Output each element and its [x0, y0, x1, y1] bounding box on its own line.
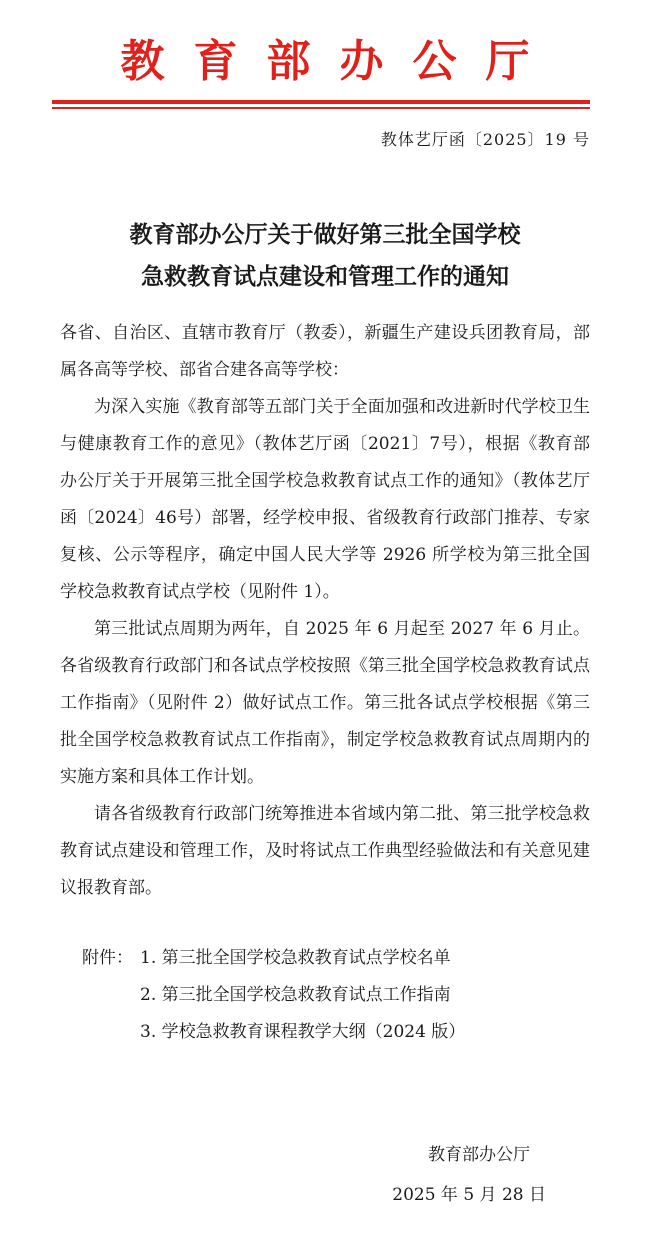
body-paragraph-2: 第三批试点周期为两年，自 2025 年 6 月起至 2027 年 6 月止。各省级教育行政部门和各试点学校按照《第三批全国学校急救教育试点工作指南》（见附件 2）做好试点工作。第三批各试点学校根据《第三批全国学校急救教育试点工作指南》，制定学校急救教育试点周期内的实施方案和具体工作计划。 [60, 619, 590, 787]
body-paragraph-1: 为深入实施《教育部等五部门关于全面加强和改进新时代学校卫生与健康教育工作的意见》（教体艺厅函〔2021〕7号），根据《教育部办公厅关于开展第三批全国学校急救教育试点工作的通知》（教体艺厅函〔2024〕46号）部署，经学校申报、省级教育行政部门推荐、专家复核、公示等程序，确定中国人民大学等 2926 所学校为第三批全国学校急救教育试点学校（见附件 1）。 [60, 397, 590, 602]
attachment-item-2: 2. 第三批全国学校急救教育试点工作指南 [140, 985, 451, 1005]
attachment-row [82, 940, 465, 977]
attachment-item-3: 3. 学校急救教育课程教学大纲（2024 版） [140, 1022, 466, 1042]
letterhead-title: 教育部办公厅 [120, 36, 559, 87]
document-title [40, 214, 610, 298]
signing-date: 2025 年 5 月 28 日 [392, 1185, 546, 1205]
attachments-list [82, 940, 465, 1051]
letterhead-rule-thick [52, 100, 590, 104]
letterhead-rule-thin [52, 107, 590, 109]
body-paragraph-3: 请各省级教育行政部门统筹推进本省域内第二批、第三批学校急救教育试点建设和管理工作，及时将试点工作典型经验做法和有关意见建议报教育部。 [60, 804, 590, 898]
attachment-row [82, 1014, 465, 1051]
document-body [60, 315, 590, 907]
attachment-item-1: 1. 第三批全国学校急救教育试点学校名单 [140, 948, 451, 968]
addressee: 各省、自治区、直辖市教育厅（教委），新疆生产建设兵团教育局，部属各高等学校、部省合建各高等学校： [60, 323, 590, 380]
signature-block [392, 1143, 546, 1207]
signing-organization: 教育部办公厅 [428, 1145, 530, 1165]
attachment-row [82, 977, 465, 1014]
attachments-label: 附件： [82, 948, 133, 968]
document-title-line-1: 教育部办公厅关于做好第三批全国学校 [129, 222, 521, 248]
document-title-line-2: 急救教育试点建设和管理工作的通知 [141, 264, 509, 290]
document-number: 教体艺厅函〔2025〕19 号 [380, 130, 590, 149]
